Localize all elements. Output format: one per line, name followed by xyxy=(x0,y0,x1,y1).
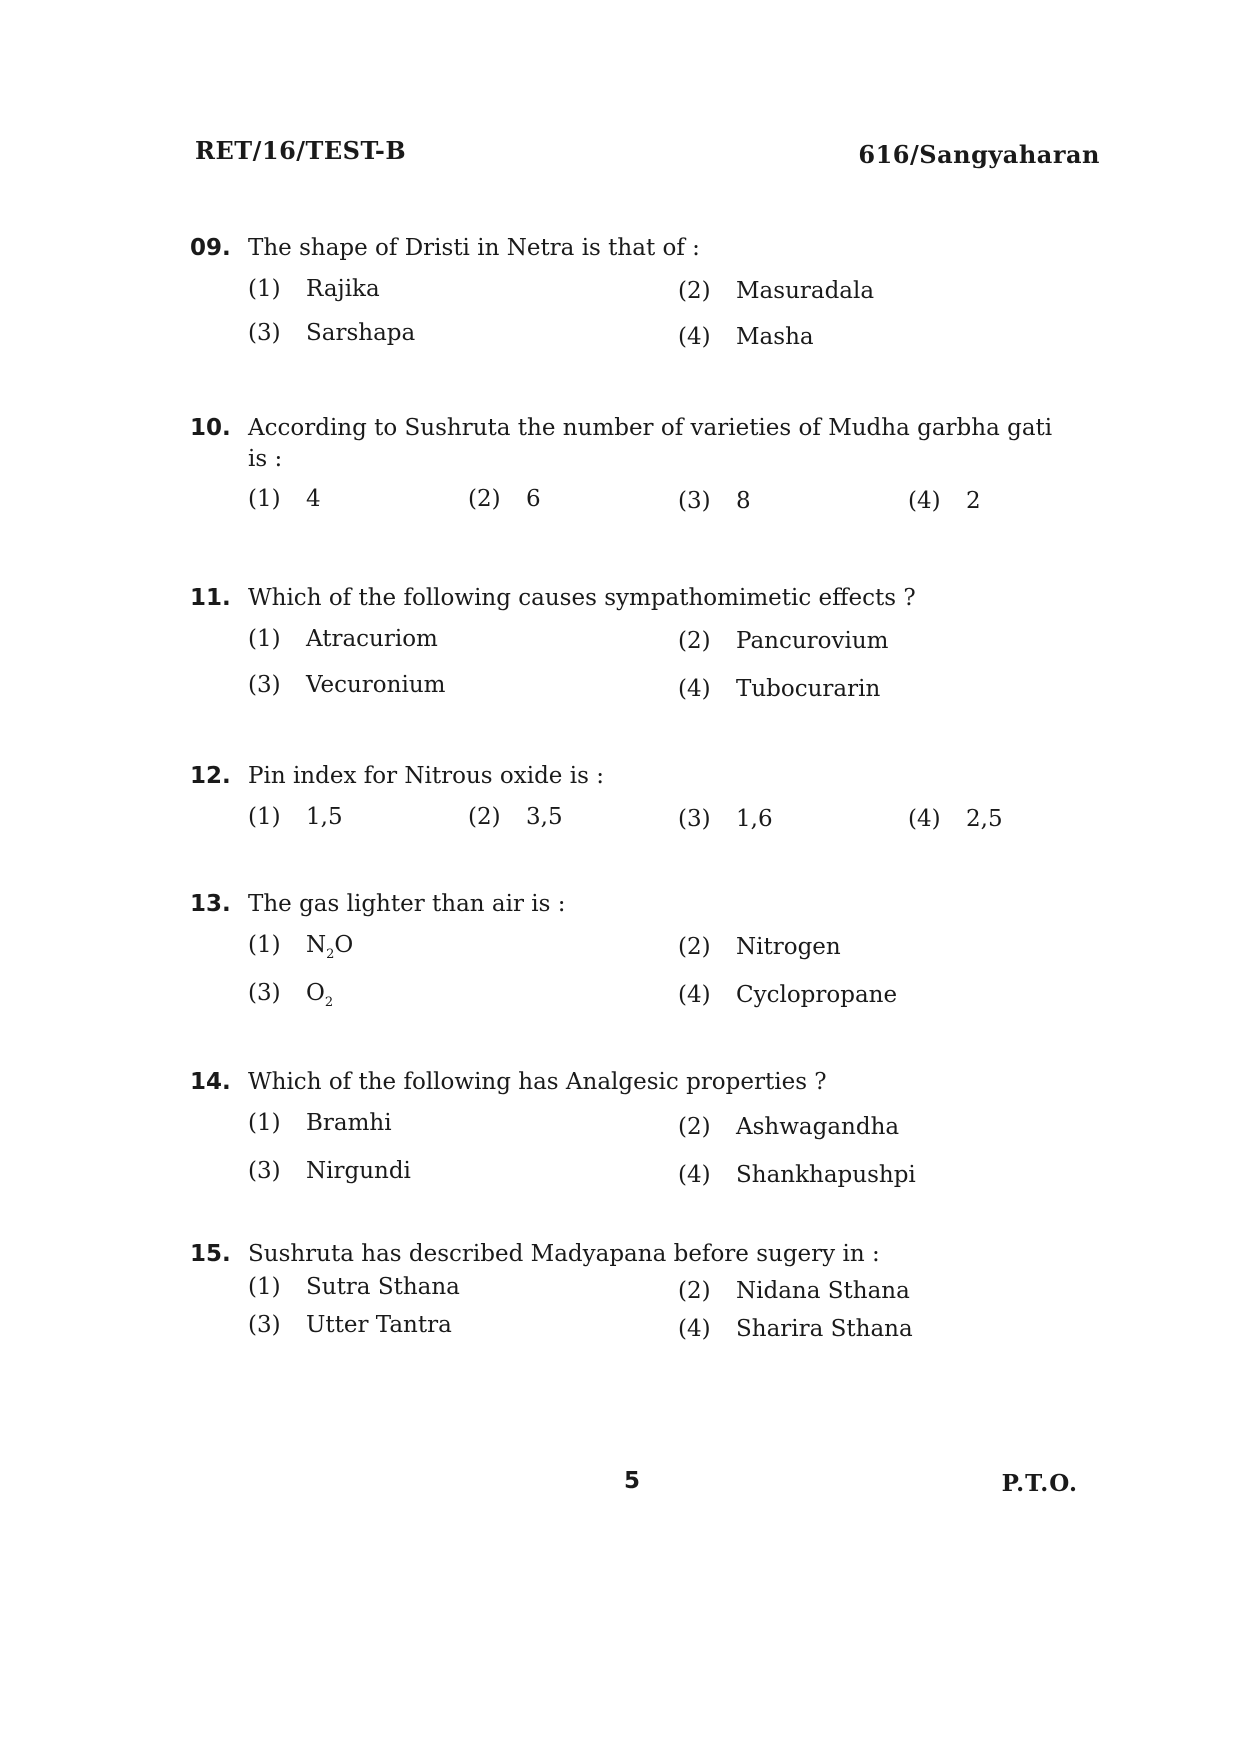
question-number: 12. xyxy=(190,763,231,789)
option-text: Bramhi xyxy=(306,1110,392,1136)
option-number: (4) xyxy=(678,324,711,350)
option-text: 8 xyxy=(736,488,751,514)
question-text: Which of the following has Analgesic properties ? xyxy=(248,1069,827,1095)
subject-code: 616/Sangyaharan xyxy=(858,140,1100,169)
question-text-continued: is : xyxy=(248,446,283,472)
option-text: Masuradala xyxy=(736,278,875,304)
option-number: (2) xyxy=(678,628,711,654)
option-subscript: 2 xyxy=(326,947,335,962)
option-text: Nitrogen xyxy=(736,934,841,960)
option-number: (1) xyxy=(248,486,281,512)
option-number: (4) xyxy=(678,1162,711,1188)
option-number: (4) xyxy=(908,806,941,832)
question-number: 14. xyxy=(190,1069,231,1095)
option-text: Ashwagandha xyxy=(736,1114,900,1140)
option-text: 3,5 xyxy=(526,804,563,830)
option-text: Sutra Sthana xyxy=(306,1274,460,1300)
option-number: (4) xyxy=(678,676,711,702)
option-number: (3) xyxy=(248,672,281,698)
option-text: Sharira Sthana xyxy=(736,1316,913,1342)
question-13 xyxy=(190,888,1110,1020)
option-number: (2) xyxy=(468,804,501,830)
question-15 xyxy=(190,1238,1110,1350)
option-number: (1) xyxy=(248,804,281,830)
option-number: (2) xyxy=(678,278,711,304)
option-number: (4) xyxy=(908,488,941,514)
option-number: (3) xyxy=(248,320,281,346)
option-text: Sarshapa xyxy=(306,320,416,346)
question-09 xyxy=(190,232,1110,364)
option-text: 1,6 xyxy=(736,806,773,832)
question-11 xyxy=(190,582,1110,714)
option-text: Nidana Sthana xyxy=(736,1278,910,1304)
option-number: (3) xyxy=(248,1158,281,1184)
question-number: 09. xyxy=(190,235,231,261)
option-number: (3) xyxy=(678,806,711,832)
question-12 xyxy=(190,760,1110,842)
option-text: Pancurovium xyxy=(736,628,889,654)
option-text: 1,5 xyxy=(306,804,343,830)
question-number: 13. xyxy=(190,891,231,917)
option-text: 2 xyxy=(966,488,981,514)
option-text: Vecuronium xyxy=(306,672,446,698)
question-text: Which of the following causes sympathomimetic effects ? xyxy=(248,585,916,611)
option-text: Nirgundi xyxy=(306,1158,411,1184)
option-number: (1) xyxy=(248,1110,281,1136)
option-text-suffix: O xyxy=(334,932,354,958)
question-number: 10. xyxy=(190,415,231,441)
option-number: (3) xyxy=(678,488,711,514)
option-text: Shankhapushpi xyxy=(736,1162,916,1188)
please-turn-over: P.T.O. xyxy=(1001,1470,1078,1497)
option-number: (2) xyxy=(678,934,711,960)
option-text: Masha xyxy=(736,324,814,350)
question-text: Sushruta has described Madyapana before sugery in : xyxy=(248,1241,880,1267)
exam-code: RET/16/TEST-B xyxy=(195,136,407,165)
option-text: 6 xyxy=(526,486,541,512)
option-text: 2,5 xyxy=(966,806,1003,832)
question-text: The gas lighter than air is : xyxy=(248,891,566,917)
option-number: (4) xyxy=(678,982,711,1008)
option-text: Tubocurarin xyxy=(736,676,881,702)
question-14 xyxy=(190,1066,1110,1198)
question-text: Pin index for Nitrous oxide is : xyxy=(248,763,604,789)
question-number: 11. xyxy=(190,585,231,611)
option-number: (1) xyxy=(248,626,281,652)
option-number: (1) xyxy=(248,932,281,958)
question-text: According to Sushruta the number of varieties of Mudha garbha gati xyxy=(248,415,1053,441)
question-10 xyxy=(190,412,1110,524)
option-text: O xyxy=(306,980,325,1006)
option-number: (2) xyxy=(678,1114,711,1140)
option-text: N xyxy=(306,932,327,958)
question-text: The shape of Dristi in Netra is that of : xyxy=(248,235,700,261)
option-subscript: 2 xyxy=(324,995,334,1010)
option-text: Cyclopropane xyxy=(736,982,898,1008)
option-text: 4 xyxy=(306,486,321,512)
option-number: (1) xyxy=(248,276,281,302)
option-number: (4) xyxy=(678,1316,711,1342)
question-number: 15. xyxy=(190,1241,231,1267)
option-number: (2) xyxy=(678,1278,711,1304)
option-number: (3) xyxy=(248,1312,281,1338)
option-number: (1) xyxy=(248,1274,281,1300)
option-number: (3) xyxy=(248,980,281,1006)
option-text: Atracuriom xyxy=(306,626,438,652)
option-number: (2) xyxy=(468,486,501,512)
option-text: Utter Tantra xyxy=(306,1312,452,1338)
page-number: 5 xyxy=(624,1468,641,1494)
option-text: Rajika xyxy=(306,276,380,302)
